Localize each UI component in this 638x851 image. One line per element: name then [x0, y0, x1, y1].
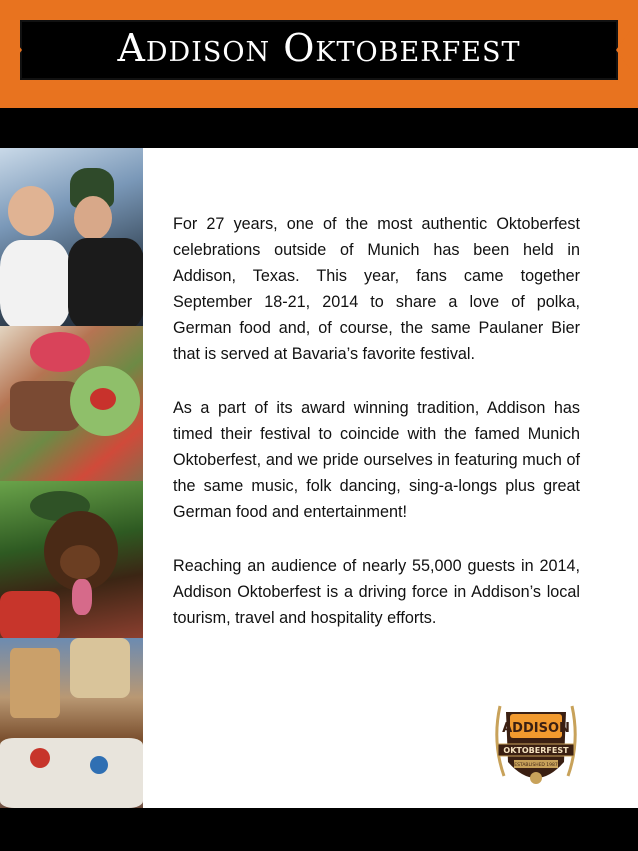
- photo-strip: [0, 148, 143, 808]
- addison-oktoberfest-logo: [484, 692, 588, 796]
- title-banner: [20, 20, 618, 80]
- logo-banner-text: OKTOBERFEST: [503, 746, 569, 755]
- footer-band: [0, 808, 638, 851]
- crowd-and-decorations-photo: [0, 638, 143, 808]
- dancing-couple-photo: [0, 148, 143, 326]
- logo-ribbon-text: ESTABLISHED 1987: [514, 763, 558, 768]
- article-body: [173, 211, 580, 659]
- article-paragraph-tradition: As a part of its award winning tradition, Addison has timed their festival to coincide with the famed Munich Oktoberfest, and we pride ourselves in featuring much of the same music, folk dancing, sing-a-longs plus great German food and entertainment!: [173, 399, 580, 521]
- food-plate-photo: [0, 326, 143, 481]
- page-title: Addison Oktoberfest: [117, 26, 521, 70]
- dog-in-costume-photo: [0, 481, 143, 638]
- logo-top-text: ADDISON: [502, 721, 570, 736]
- article-paragraph-history: For 27 years, one of the most authentic Oktoberfest celebrations outside of Munich has been held in Addison, Texas. This year, fans came together September 18-21, 2014 to share a love of polka, German food and, of course, the same Paulaner Bier that is served at Bavaria’s favorite festival.: [173, 215, 580, 363]
- article-paragraph-audience: Reaching an audience of nearly 55,000 guests in 2014, Addison Oktoberfest is a driving force in Addison’s local tourism, travel and hospitality efforts.: [173, 557, 580, 627]
- header-divider: [0, 108, 638, 148]
- header-band: [0, 0, 638, 108]
